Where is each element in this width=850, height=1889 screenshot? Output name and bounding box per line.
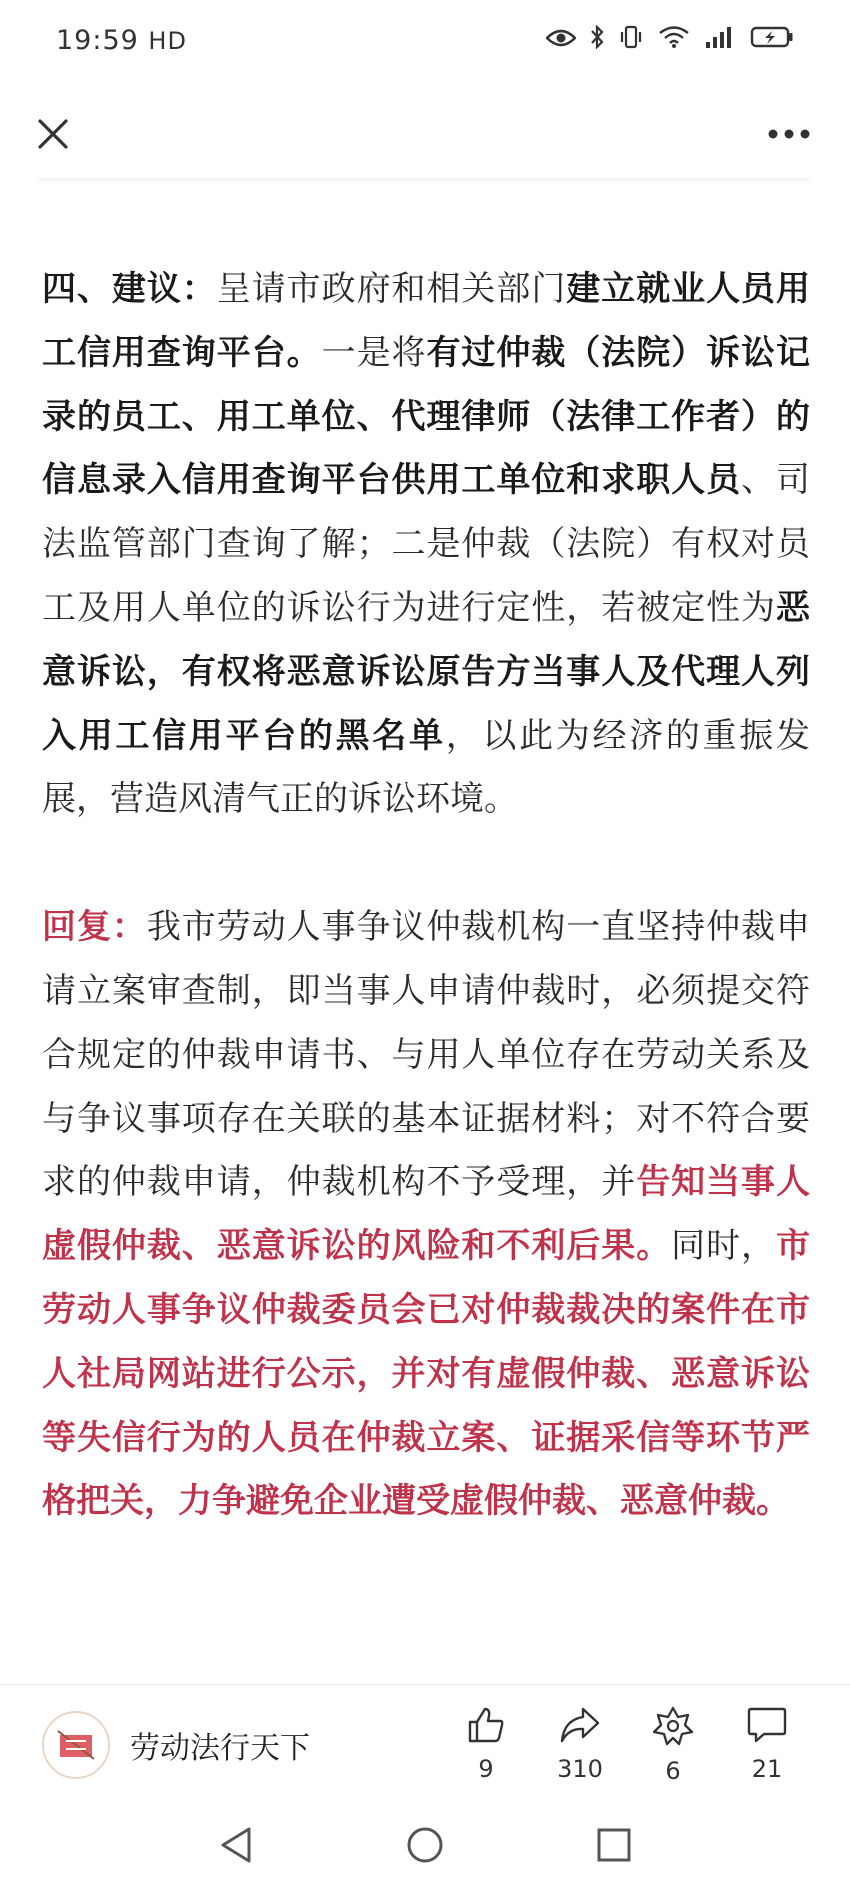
more-icon — [767, 128, 811, 140]
status-icons — [546, 25, 794, 55]
comment-button[interactable] — [727, 1705, 807, 1783]
author-name: 劳动法行天下 — [130, 1731, 310, 1766]
bold-text-run: 有过仲裁（法院）诉讼记录的员工、用工单位、代理律师（法律工作者）的信息录入信用查询平台供用工单位和求职人员 — [42, 332, 811, 501]
reply-heading: 回复： — [42, 907, 147, 948]
bold-text-run: 恶意诉讼，有权将恶意诉讼原告方当事人及代理人列入用工信用平台的黑名单 — [42, 587, 810, 756]
bold-text-run: 建立就业人员用工信用查询平台。 — [42, 269, 811, 373]
battery-icon — [750, 25, 794, 55]
suggestion-heading: 四、建议： — [42, 269, 217, 309]
home-icon — [405, 1825, 445, 1865]
back-button[interactable] — [217, 1825, 255, 1869]
close-icon — [36, 117, 70, 151]
highlight-text-run: 告知当事人虚假仲裁、恶意诉讼的风险和不利后果。 — [42, 1162, 811, 1267]
star-button[interactable] — [633, 1705, 713, 1785]
paragraph-reply — [42, 896, 810, 1534]
text-run: 同时， — [671, 1226, 777, 1267]
star-icon — [652, 1705, 694, 1747]
signal-icon — [704, 25, 736, 55]
like-button[interactable] — [446, 1705, 526, 1783]
share-icon — [559, 1705, 601, 1745]
text-run: ，以此为经济的重振发展，营造风清气正的诉讼环境。 — [42, 715, 811, 820]
recents-button[interactable] — [595, 1826, 633, 1868]
text-run: 一是将 — [321, 332, 427, 373]
article-body[interactable] — [42, 258, 810, 1534]
paragraph-suggestion — [42, 258, 810, 832]
author-avatar — [42, 1711, 110, 1779]
status-bar — [0, 0, 850, 80]
wifi-icon — [658, 25, 690, 55]
recents-icon — [595, 1826, 633, 1864]
text-run: 呈请市政府和相关部门 — [216, 269, 567, 309]
author-info[interactable] — [42, 1711, 310, 1779]
more-button[interactable] — [762, 107, 816, 161]
share-count: 310 — [557, 1755, 603, 1783]
status-time: 19:59 HD — [56, 24, 187, 56]
highlight-text-run: 市劳动人事争议仲裁委员会已对仲裁裁决的案件在市人社局网站进行公示，并对有虚假仲裁、恶意诉讼等失信行为的人员在仲裁立案、证据采信等环节严格把关，力争避免企业遭受虚假仲裁、恶意仲裁。 — [42, 1226, 811, 1522]
like-icon — [466, 1705, 506, 1745]
back-icon — [217, 1825, 255, 1865]
vibrate-icon — [618, 25, 644, 55]
star-count: 6 — [665, 1757, 681, 1785]
like-count: 9 — [478, 1755, 494, 1783]
comment-icon — [746, 1705, 788, 1745]
comment-count: 21 — [751, 1755, 783, 1783]
text-run: 我市劳动人事争议仲裁机构一直坚持仲裁申请立案审查制，即当事人申请仲裁时，必须提交符合规定的仲裁申请书、与用人单位存在劳动关系及与争议事项存在关联的基本证据材料；对不符合要求的仲裁申请，仲裁机构不予受理，并 — [42, 907, 811, 1203]
share-button[interactable] — [540, 1705, 620, 1783]
text-run: 、司法监管部门查询了解；二是仲裁（法院）有权对员工及用人单位的诉讼行为进行定性，若被定性为 — [42, 460, 810, 628]
system-nav-bar — [0, 1804, 850, 1889]
close-button[interactable] — [26, 107, 80, 161]
eye-icon — [546, 26, 576, 54]
bluetooth-icon — [590, 25, 604, 55]
top-divider — [40, 168, 810, 179]
bottom-action-bar — [0, 1684, 850, 1805]
home-button[interactable] — [405, 1825, 445, 1869]
